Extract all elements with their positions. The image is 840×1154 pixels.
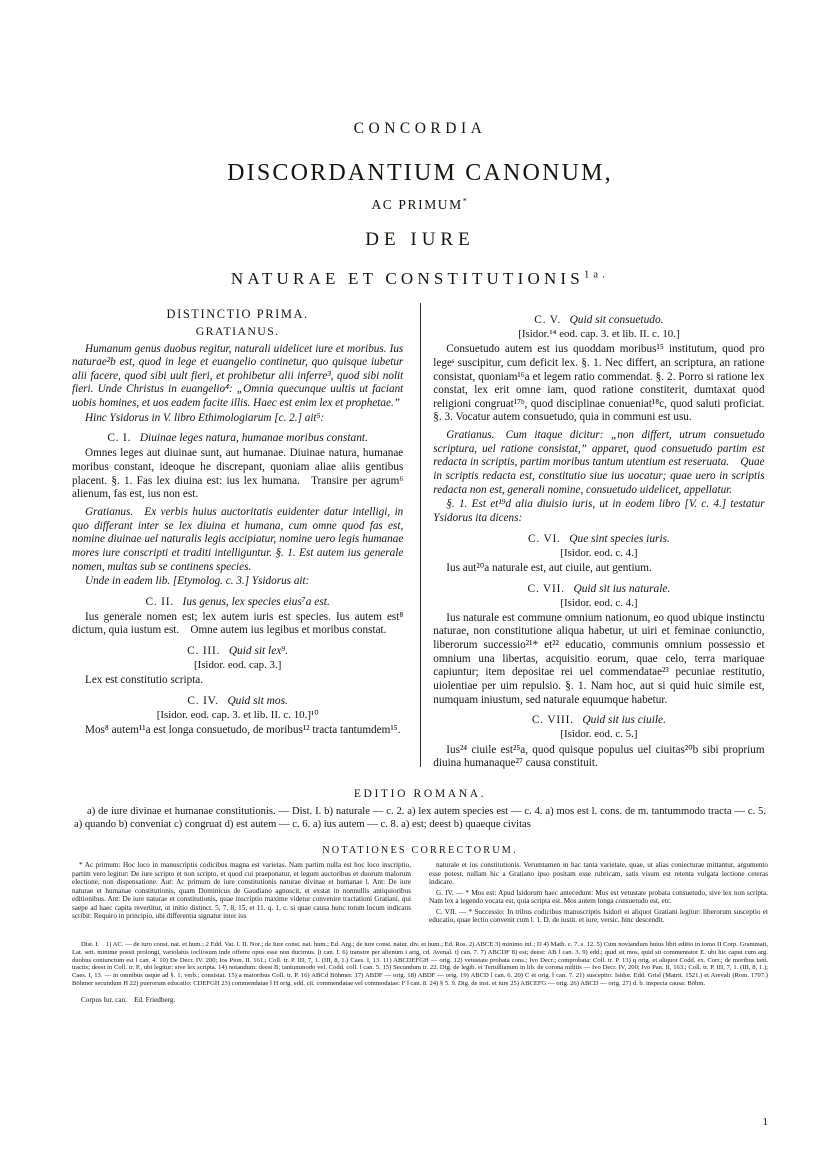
dictum-gratiani-4	[433, 429, 764, 497]
dictum-gratiani-1: Humanum genus duobus regitur, naturali uidelicet iure et moribus. Ius naturae²b est, quod in lege et euangelio continetur, quo quisque iubetur alii facere, quod sibi uult fieri, et prohibetur alii inferre³, quod sibi nolit fieri. Unde Christus in euangelio⁴: „Omnia quecunque uultis ut faciant uobis homines, et uos eadem facite illis. Haec est enim lex et prophetae.”	[72, 342, 404, 410]
canon-3-source: [Isidor. eod. cap. 3.]	[193, 659, 282, 672]
column-divider	[420, 303, 421, 767]
canon-3-text: Lex est constitutio scripta.	[85, 674, 204, 687]
canon-3-heading	[72, 645, 403, 659]
canon-7-text: Ius naturale est commune omnium nationum, eo quod ubique instinctu naturae, non constitutione aliqua habetur, ut uiri et feminae coniunctio, liberorum successio²¹* et²² educatio, communis omnium possessio et omnium una libertas, acquisitio eorum, quae celo, terra mariquae capiuntur; item depositae rei uel commendatae²³ pecuniae restitutio, uiolentiae per uim repulsio. §. 1. Nam hoc, aut si quid huic simile est, numquam iniustum, sed naturale equumque habetur.	[433, 611, 765, 706]
canon-8-heading	[433, 714, 764, 728]
title-line-deiure: DE IURE	[365, 229, 475, 250]
canon-8-number: C. VIII.	[531, 714, 574, 727]
canon-3-rubric: Quid sit lex⁹.	[228, 645, 289, 658]
canon-8-rubric: Quid sit ius ciuile.	[582, 714, 666, 727]
dictum-gratiani-3-text: Gratianus. Ex verbis huius auctoritatis euidenter datur intelligi, in quo differant inter se lex diuina et humana, cum omne quod fas est, nomine diuinae uel naturalis legis accipiatur, nomine uero legis humanae mores iure conscripti et traditi intelliguntur. §. 1. Est autem ius generale nomen, multas sub se continens species.	[72, 505, 404, 573]
right-column	[417, 307, 764, 771]
unde-line: Unde in eadem lib. [Etymolog. c. 3.] Ysidorus ait:	[85, 575, 310, 588]
dictum-gratiani-3	[72, 506, 403, 574]
critical-apparatus	[72, 941, 768, 1005]
editio-romana-body	[72, 805, 768, 831]
title-block	[72, 120, 768, 289]
notationes-body	[72, 861, 768, 926]
canon-6-text: Ius aut²⁰a naturale est, aut ciuile, aut gentium.	[446, 561, 652, 574]
notationes-heading: NOTATIONES CORRECTORUM.	[322, 845, 518, 857]
testatur-line: §. 1. Est et¹⁹d alia diuisio iuris, ut in eodem libro [V. c. 4.] testatur Ysidorus ita dicens:	[433, 498, 765, 525]
acprimum-note-marker: *	[462, 196, 469, 206]
editio-romana-text: a) de iure divinae et humanae constitutionis. — Dist. I. b) naturale — c. 2. a) lex autem species est — c. 4. a) mos est l. cons. de m. tantummodo tracta — c. 5. a) quando b) conveniat c) congruat d) est autem — c. 6. a) ius autem — c. 8. a) est; deest b) quaeque civitas	[74, 805, 766, 831]
canon-5-heading	[433, 314, 764, 328]
canon-1-text: Omnes leges aut diuinae sunt, aut humanae. Diuinae natura, humanae moribus constant, ideoque he discrepant, quoniam aliae aliis gentibus placent. §. 1. Fas lex diuina est: ius lex humana. Transire per agrum⁶ alienum, fas est, ius non est.	[72, 447, 404, 501]
canon-1-rubric: Diuinae leges natura, humanae moribus constant.	[139, 432, 368, 445]
apparatus-text: Dist. I. 1) AC. — de iuro const. nat. et hum.; 2 Edd. Vat. I. II. Nor.; de Iure const. nat. hum.; Ed. Arg.; de iure const. natur. div. et hum.; Ed. Ros. 2) ABCE 3) minimo inf.; D 4) Math. c. 7. s. 12. 5) Cum noviandum huius libri editio in tomo II Corp. Grammati, Lat. sett. minime possit prolongi, variolatus iocliosum inde offerre opus esse non ducimus. [t can. I. 6) transire per alienum i arig, cd. Avenal. t] can. 7. 7) ABCDF 8) est; deest: AB ‖ can. 3. 9) edd.; quid sit mos, quid sit commentator E. ubi hic caput cum arg. duobus coniunctum est ‖ can. 4. 10) De Decr. IV. 200; Ios Pion. II. 161.; Coll. tr. P. III, 7, 1. (III, 8, 1.) Caes. I, 13. 11) ABCDEFGH — orig. 12) vetustate probata cons.; Ivo Decr.; comprobata: Coll. tr. P. 13) q orig. et aliquot Codd. ex. Corr.; de moribus tant. tractis; deest in Coll. tr. P., ubi legitur: sive lex scripta. 14) notandum: deest B; tantummodo vel. Codd. coll. ‖ can. 5. 15) Secundum tr. 22. Dig. de legib. et Tertullianum in lib. de corona militis — Ivo Decr. IV, 200; Ivo Pan. II, 163.; Coll. tr. P. III, 7, 1. (III, 8, 1.); Caes. I, 13. — in omnibus usque ad §. 1. verb.; consistat. 15) a maioribus Coll. tr. P. 16) ABCd Böhmer. 17) ABDF — orig. 18) ABDF — orig. 19) ABCD l can. 6. 20) C et orig. ‖ can. 7. 21) susceptio: Isidor. Edd. Grisl (Matrit. 1521.) et Arevali (Rom. 1797.) Böhmer secundum H 22) puerorum educatio: CDEFGH 23) commendatae ‖ H orig. edd. cit. commendatae vel commodatae: F ‖ can. 8. 24) § 5. 9. Dig. de inst. et iure 25) ABCEFG — orig. 26) ABCD — orig. 27) d. b. inspecta causa: Böhm.	[72, 940, 768, 988]
colophon: Corpus Iur. can. Ed. Friedberg.	[81, 996, 176, 1005]
dictum-gratiani-2: Hinc Ysidorus in V. libro Ethimologiarum [c. 2.] ait⁵:	[85, 411, 325, 424]
canon-1-number: C. I.	[107, 432, 132, 445]
canon-6-heading	[433, 533, 764, 547]
canon-2-number: C. II.	[145, 595, 174, 608]
canon-4-number: C. IV.	[187, 695, 219, 707]
canon-5-rubric: Quid sit consuetudo.	[569, 314, 664, 326]
canon-7-source: [Isidor. eod. c. 4.]	[560, 596, 638, 609]
notationes-right-column	[420, 861, 768, 926]
distinctio-heading: DISTINCTIO PRIMA.	[166, 307, 309, 321]
page-number: 1	[762, 1116, 768, 1128]
canon-7-heading	[433, 583, 764, 597]
acprimum-text: AC PRIMUM	[371, 197, 463, 212]
canon-4-rubric: Quid sit mos.	[227, 695, 288, 707]
gratianus-heading: GRATIANUS.	[195, 324, 280, 339]
canon-8-text: Ius²⁴ ciuile est²⁵a, quod quisque populus uel ciuitas²⁰b sibi proprium diuina humanaque²⁷ causa constituit.	[433, 743, 765, 770]
canon-2-heading	[72, 596, 403, 610]
notationes-note-acprimum: * Ac primum: Hoc loco in manuscriptis codicibus magna est varietas. Nam partim nulla est hoc loco inscriptio, partim vero legitur: De iure scripto et non scripto, et quod cui praeponatur, et legum auctoribus et duorum malorum electione, non dispensatione. Aut: Ac primum de iure constitutionis naturae divinae et humanae l. Ant: De iure naturae et humanae constitutionis, quam Dominicus de Gaudiano agnoscit, et exstat in nonnullis antiquioribus editionibus. Ant: De iure naturae et constitutionis, quae inscriptio maxime videtur convenire tractationi Gratiani, qui saepe ad haec capita revertitur, ut initio distinct. 5, 7, 8, 15, et 11. q. 1, c. si quae causa hunc totum locum indicans scribit: Requiro in principio, ubi differentia signatur inter ius	[72, 861, 411, 921]
canon-4-heading	[72, 695, 403, 709]
notationes-note-c7: C. VII. — * Successio: In tribus codicibus manuscriptis Isidori et aliquot Gratiani legitur: liberorum susceptio et educatio, quae lectio convenit cum l. 1. D. de iustit. et iure, versic. hinc descendit.	[429, 907, 768, 925]
canon-7-rubric: Quid sit ius naturale.	[573, 582, 671, 595]
canon-4-source: [Isidor. eod. cap. 3. et lib. II. c. 10.]¹⁰	[156, 708, 319, 721]
title-line-concordia: CONCORDIA	[353, 120, 487, 137]
canon-8-source: [Isidor. eod. c. 5.]	[560, 728, 638, 741]
naturae-note-marker: 1a.	[583, 269, 610, 281]
canon-2-rubric: Ius genus, lex species eius⁷a est.	[182, 595, 330, 608]
canon-6-number: C. VI.	[527, 532, 561, 545]
notationes-note-continued: naturale et ius constitutionis. Verumtamen in hac tanta varietate, quae, ut alias coniecturae mittantur, argumento esse potest, nullam hic a Gratiano ipso positam esse rubricam, satis visum est retenta vulgata lectione ceteras indicare.	[429, 861, 768, 887]
canon-3-number: C. III.	[187, 645, 221, 658]
naturae-text: NATURAE ET CONSTITUTIONIS	[230, 269, 584, 288]
canon-4-text: Mos⁸ autem¹¹a est longa consuetudo, de moribus¹² tracta tantumdem¹⁵.	[85, 724, 401, 737]
canon-5-source: [Isidor.¹⁴ eod. cap. 3. et lib. II. c. 10.]	[518, 327, 680, 340]
canon-7-number: C. VII.	[527, 582, 565, 595]
notationes-note-c4: G. IV. — * Mos est: Apud Isidorum haec antecedunt: Mos est vetustate probata consuetudo, sive lex non scripta. Nam lex a legendo vocata est, quia scripta est. Mos autem longa consuetudo est, etc.	[429, 888, 768, 906]
notationes-left-column	[72, 861, 420, 926]
canon-6-source: [Isidor. eod. c. 4.]	[560, 546, 638, 559]
title-line-naturae	[72, 269, 768, 289]
title-line-acprimum	[72, 197, 768, 213]
body-columns	[72, 307, 768, 771]
canon-1-heading	[72, 432, 403, 446]
left-column	[72, 307, 417, 771]
dictum-gratiani-4-text: Gratianus. Cum itaque dicitur: „non differt, utrum consuetudo scriptura, uel ratione consistat,” apparet, quod consuetudo partim est redacta in scriptis, partim moribus tantum utentium est reseruata. Quae in scriptis redacta est, constitutio siue ius uocatur; quae uero in scriptis redacta non est, generali nomine, consuetudo uidelicet, appellatur.	[433, 429, 765, 496]
canon-2-text: Ius generale nomen est; lex autem iuris est species. Ius autem est⁸ dictum, quia iustum est. Omne autem ius legibus et moribus constat.	[72, 610, 404, 637]
canon-6-rubric: Que sint species iuris.	[569, 532, 670, 545]
canon-5-number: C. V.	[534, 314, 561, 326]
title-line-discordantium: DISCORDANTIUM CANONUM,	[227, 160, 613, 186]
editio-romana-heading: EDITIO ROMANA.	[353, 786, 487, 800]
canon-5-text: Consuetudo autem est ius quoddam moribus¹⁵ institutum, quod pro legeˢ suscipitur, cum deficit lex. §. 1. Nec differt, an scriptura, an ratione consistat, quoniam¹⁶a et legem ratio commendat. §. 2. Porro si ratione lex constat, lex erit omne iam, quod ratione constiterit, dumtaxat quod religioni congruat¹⁷ᵇ, quod disciplinae conueniat¹⁸c, quod saluti proficiat. §. 3. Vocatur autem consuetudo, quia in communi est usu.	[433, 343, 765, 424]
